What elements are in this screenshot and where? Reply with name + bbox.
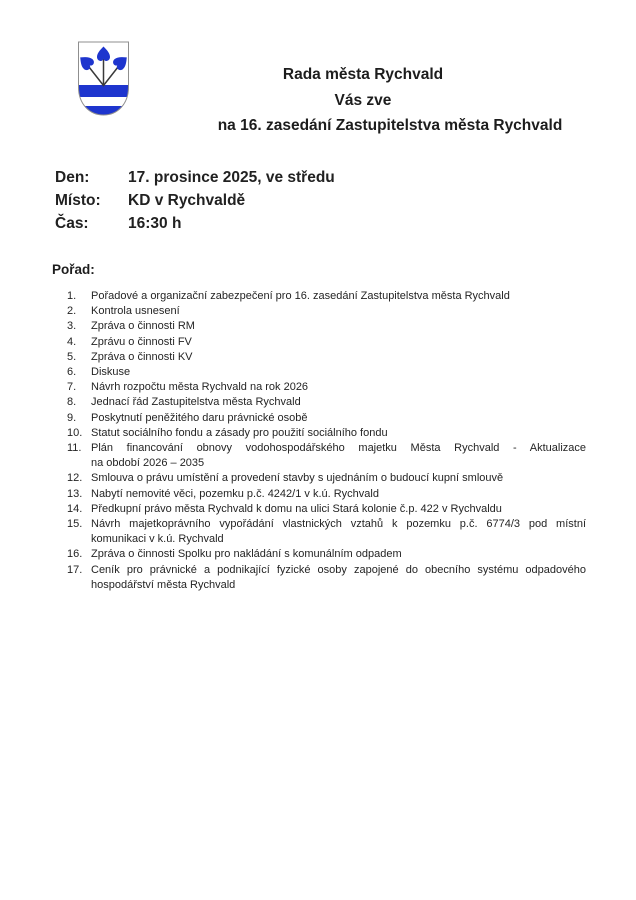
- agenda-number: 8.: [67, 396, 77, 409]
- agenda-item-4: [67, 335, 586, 350]
- agenda-item-3: [67, 319, 586, 334]
- agenda-number: 16.: [67, 548, 83, 561]
- agenda-number: 11.: [67, 442, 82, 455]
- agenda-item-10: [67, 426, 586, 441]
- agenda-text: Pořadové a organizační zabezpečení pro 16. zasedání Zastupitelstva města Rychvald: [91, 290, 510, 302]
- agenda-text-continuation: komunikaci v k.ú. Rychvald: [91, 533, 224, 546]
- agenda-item-17: [67, 563, 586, 593]
- detail-value-place: KD v Rychvaldě: [128, 192, 246, 209]
- agenda-text-continuation: hospodářství města Rychvald: [91, 578, 236, 591]
- agenda-number: 6.: [67, 366, 77, 379]
- agenda-text: Kontrola usnesení: [91, 305, 180, 318]
- agenda-number: 10.: [67, 426, 83, 439]
- agenda-text-continuation: na období 2026 – 2035: [91, 457, 205, 470]
- agenda-heading: Pořad:: [52, 262, 95, 277]
- agenda-number: 17.: [67, 563, 83, 576]
- agenda-text: Statut sociálního fondu a zásady pro použití sociálního fondu: [91, 426, 388, 439]
- detail-value-time: 16:30 h: [128, 215, 182, 232]
- agenda-item-13: [67, 487, 586, 502]
- agenda-item-12: [67, 471, 586, 486]
- agenda-text: Smlouva o právu umístění a provedení stavby s ujednáním o budoucí kupní smlouvě: [91, 472, 504, 485]
- agenda-item-14: [67, 502, 586, 517]
- detail-row-place: [55, 189, 335, 212]
- agenda-list: [67, 289, 586, 593]
- agenda-text: Zpráva o činnosti Spolku pro nakládání s komunálním odpadem: [91, 548, 402, 561]
- detail-label-place: Místo:: [55, 192, 101, 209]
- agenda-number: 2.: [67, 305, 77, 318]
- meeting-details: [55, 166, 335, 235]
- agenda-item-2: [67, 304, 586, 319]
- agenda-text: Zpráva o činnosti KV: [91, 350, 193, 363]
- agenda-item-8: [67, 395, 586, 410]
- agenda-number: 3.: [67, 320, 77, 333]
- agenda-item-6: [67, 365, 586, 380]
- agenda-item-5: [67, 350, 586, 365]
- header-line-3: na 16. zasedání Zastupitelstva města Rychvald: [217, 117, 563, 134]
- detail-row-time: [55, 212, 335, 235]
- detail-value-day: 17. prosince 2025, ve středu: [128, 169, 335, 186]
- agenda-number: 5.: [67, 350, 77, 363]
- agenda-text: Poskytnutí peněžitého daru právnické osobě: [91, 411, 308, 424]
- agenda-item-11: [67, 441, 586, 471]
- agenda-text: Nabytí nemovité věci, pozemku p.č. 4242/1 v k.ú. Rychvald: [91, 487, 379, 500]
- agenda-text: Návrh rozpočtu města Rychvald na rok 2026: [91, 381, 309, 394]
- agenda-number: 9.: [67, 411, 77, 424]
- detail-row-day: [55, 166, 335, 189]
- agenda-item-16: [67, 547, 586, 562]
- agenda-text: Předkupní právo města Rychvald k domu na ulici Stará kolonie č.p. 422 v Rychvaldu: [91, 502, 502, 515]
- agenda-text: Zprávu o činnosti FV: [91, 335, 192, 348]
- agenda-item-1: [67, 289, 586, 304]
- agenda-number: 13.: [67, 487, 83, 500]
- document-header: [0, 62, 636, 139]
- agenda-item-15: [67, 517, 586, 547]
- agenda-number: 15.: [67, 518, 83, 531]
- header-line-2: Vás zve: [334, 91, 392, 109]
- agenda-number: 1.: [67, 290, 77, 302]
- agenda-number: 14.: [67, 502, 83, 515]
- header-line-1: Rada města Rychvald: [282, 66, 444, 83]
- agenda-text: Zpráva o činnosti RM: [91, 320, 195, 333]
- agenda-text: Plán financování obnovy vodohospodářského majetku Města Rychvald - Aktualizace: [91, 442, 586, 455]
- agenda-item-9: [67, 411, 586, 426]
- agenda-text: Návrh majetkoprávního vypořádání vlastnických vztahů k pozemku p.č. 6774/3 pod místní: [91, 518, 586, 531]
- detail-label-day: Den:: [55, 169, 90, 186]
- agenda-number: 12.: [67, 472, 83, 485]
- agenda-text: Diskuse: [91, 366, 131, 379]
- agenda-text: Jednací řád Zastupitelstva města Rychvald: [91, 396, 301, 409]
- detail-label-time: Čas:: [55, 215, 89, 232]
- agenda-number: 7.: [67, 381, 77, 394]
- agenda-number: 4.: [67, 335, 77, 348]
- agenda-text: Ceník pro právnické a podnikající fyzické osoby zapojené do obecního systému odpadového: [91, 563, 586, 576]
- agenda-item-7: [67, 380, 586, 395]
